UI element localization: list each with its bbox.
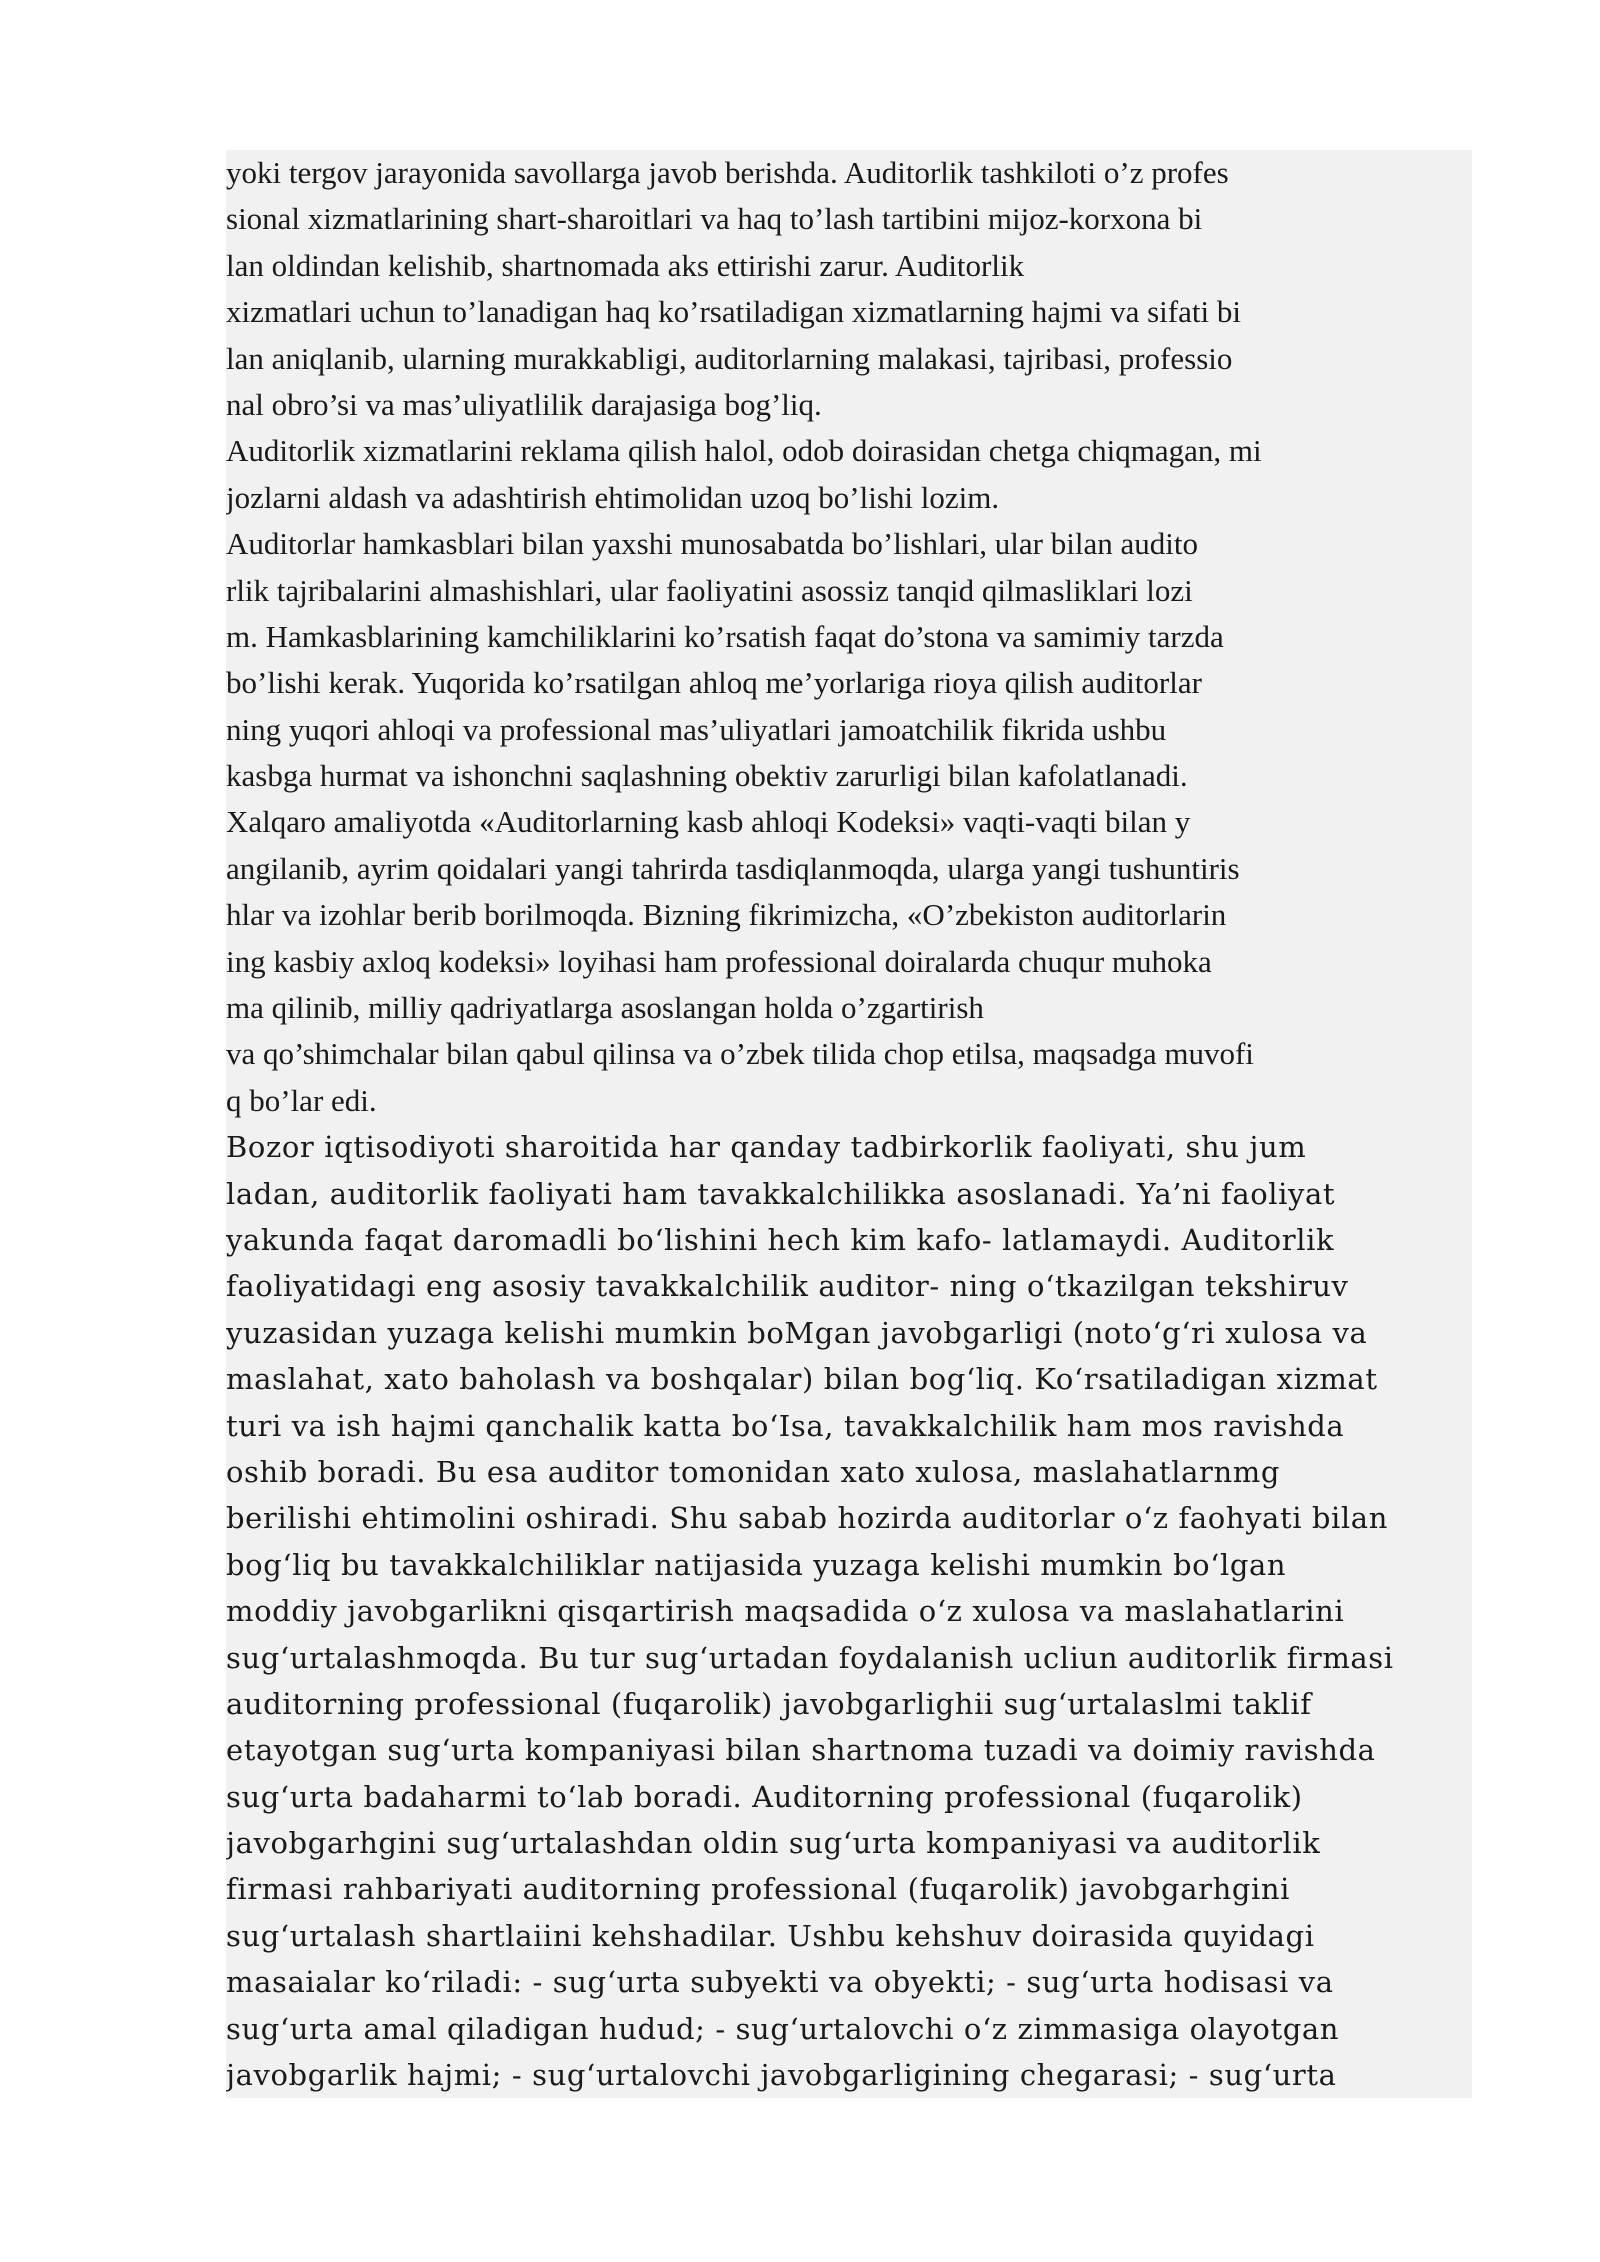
text-line: m. Hamkasblarining kamchiliklarini ko’rsatish faqat do’stona va samimiy tarzda [226,618,1224,654]
text-line: angilanib, ayrim qoidalari yangi tahrirda tasdiqlanmoqda, ularga yangi tushuntiris [226,850,1240,886]
text-line: firmasi rahbariyati auditorning professional (fuqarolik) javobgarhgini [226,1872,1291,1907]
text-line: Auditorlik xizmatlarini reklama qilish halol, odob doirasidan chetga chiqmagan, mi [226,433,1262,469]
text-line: sional xizmatlarining shart-sharoitlari va haq to’lash tartibini mijoz-korxona bi [226,201,1203,237]
text-line: ing kasbiy axloq kodeksi» loyihasi ham professional doiralarda chuqur muhoka [226,943,1212,979]
document-text-block [226,150,1472,2098]
text-line: ladan, auditorlik faoliyati ham tavakkalchilikka asoslanadi. Ya’ni faoliyat [226,1176,1336,1211]
text-line: xizmatlari uchun to’lanadigan haq ko’rsatiladigan xizmatlarning hajmi va sifati bi [226,294,1241,330]
text-line: Bozor iqtisodiyoti sharoitida har qanday tadbirkorlik faoliyati, shu jum [226,1130,1307,1165]
text-line: hlar va izohlar berib borilmoqda. Bizning fikrimizcha, «O’zbekiston auditorlarin [226,897,1227,933]
text-line: q bo’lar edi. [226,1082,377,1118]
text-line: javobgarlik hajmi; - sug‘urtalovchi javobgarligining chegarasi; - sug‘urta [226,2058,1337,2093]
text-line: lan aniqlanib, ularning murakkabligi, auditorlarning malakasi, tajribasi, professio [226,340,1233,376]
text-line: rlik tajribalarini almashishlari, ular faoliyatini asossiz tanqid qilmasliklari lozi [226,572,1193,608]
text-line: lan oldindan kelishib, shartnomada aks ettirishi zarur. Auditorlik [226,247,1025,283]
text-section-insurance [226,1124,1472,2098]
text-line: ning yuqori ahloqi va professional mas’uliyatlari jamoatchilik fikrida ushbu [226,711,1167,747]
text-line: ma qilinib, milliy qadriyatlarga asoslangan holda o’zgartirish [226,990,984,1026]
text-line: nal obro’si va mas’uliyatlilik darajasiga bog’liq. [226,386,822,422]
text-line: yuzasidan yuzaga kelishi mumkin boMgan javobgarligi (noto‘g‘ri xulosa va [226,1315,1368,1350]
text-line: yakunda faqat daromadli bo‘lishini hech kim kafo- latlamaydi. Auditorlik [226,1222,1335,1257]
text-line: javobgarhgini sug‘urtalashdan oldin sug‘urta kompaniyasi va auditorlik [226,1826,1321,1861]
text-section-ethics [226,150,1472,1124]
text-line: etayotgan sug‘urta kompaniyasi bilan shartnoma tuzadi va doimiy ravishda [226,1733,1376,1768]
text-line: jozlarni aldash va adashtirish ehtimolidan uzoq bo’lishi lozim. [226,479,1000,515]
text-line: sug‘urtalashmoqda. Bu tur sug‘urtadan foydalanish ucliun auditorlik firmasi [226,1640,1394,1675]
text-line: sug‘urta badaharmi to‘lab boradi. Auditorning professional (fuqarolik) [226,1779,1303,1814]
text-line: oshib boradi. Bu esa auditor tomonidan xato xulosa, maslahatlarnmg [226,1454,1281,1489]
text-line: bo’lishi kerak. Yuqorida ko’rsatilgan ahloq me’yorlariga rioya qilish auditorlar [226,665,1202,701]
text-line: moddiy javobgarlikni qisqartirish maqsadida o‘z xulosa va maslahatlarini [226,1594,1345,1629]
text-line: bog‘liq bu tavakkalchiliklar natijasida yuzaga kelishi mumkin bo‘lgan [226,1547,1287,1582]
text-line: va qo’shimchalar bilan qabul qilinsa va o’zbek tilida chop etilsa, maqsadga muvofi [226,1036,1254,1072]
text-line: sug‘urta amal qiladigan hudud; - sug‘urtalovchi o‘z zimmasiga olayotgan [226,2011,1340,2046]
text-line: masaialar ko‘riladi: - sug‘urta subyekti va obyekti; - sug‘urta hodisasi va [226,1965,1334,2000]
text-line: kasbga hurmat va ishonchni saqlashning obektiv zarurligi bilan kafolatlanadi. [226,758,1188,794]
text-line: Xalqaro amaliyotda «Auditorlarning kasb ahloqi Kodeksi» vaqti-vaqti bilan y [226,804,1191,840]
text-line: auditorning professional (fuqarolik) javobgarlighii sug‘urtalaslmi taklif [226,1686,1312,1721]
text-line: maslahat, xato baholash va boshqalar) bilan bog‘liq. Ko‘rsatiladigan xizmat [226,1362,1378,1397]
text-line: Auditorlar hamkasblari bilan yaxshi munosabatda bo’lishlari, ular bilan audito [226,526,1198,562]
text-line: yoki tergov jarayonida savollarga javob berishda. Auditorlik tashkiloti o’z profes [226,155,1229,190]
text-line: sug‘urtalash shartlaiini kehshadilar. Ushbu kehshuv doirasida quyidagi [226,1918,1315,1953]
text-line: berilishi ehtimolini oshiradi. Shu sabab hozirda auditorlar o‘z faohyati bilan [226,1501,1388,1536]
text-line: turi va ish hajmi qanchalik katta bo‘Isa, tavakkalchilik ham mos ravishda [226,1408,1345,1443]
text-line: faoliyatidagi eng asosiy tavakkalchilik auditor- ning o‘tkazilgan tekshiruv [226,1269,1349,1304]
